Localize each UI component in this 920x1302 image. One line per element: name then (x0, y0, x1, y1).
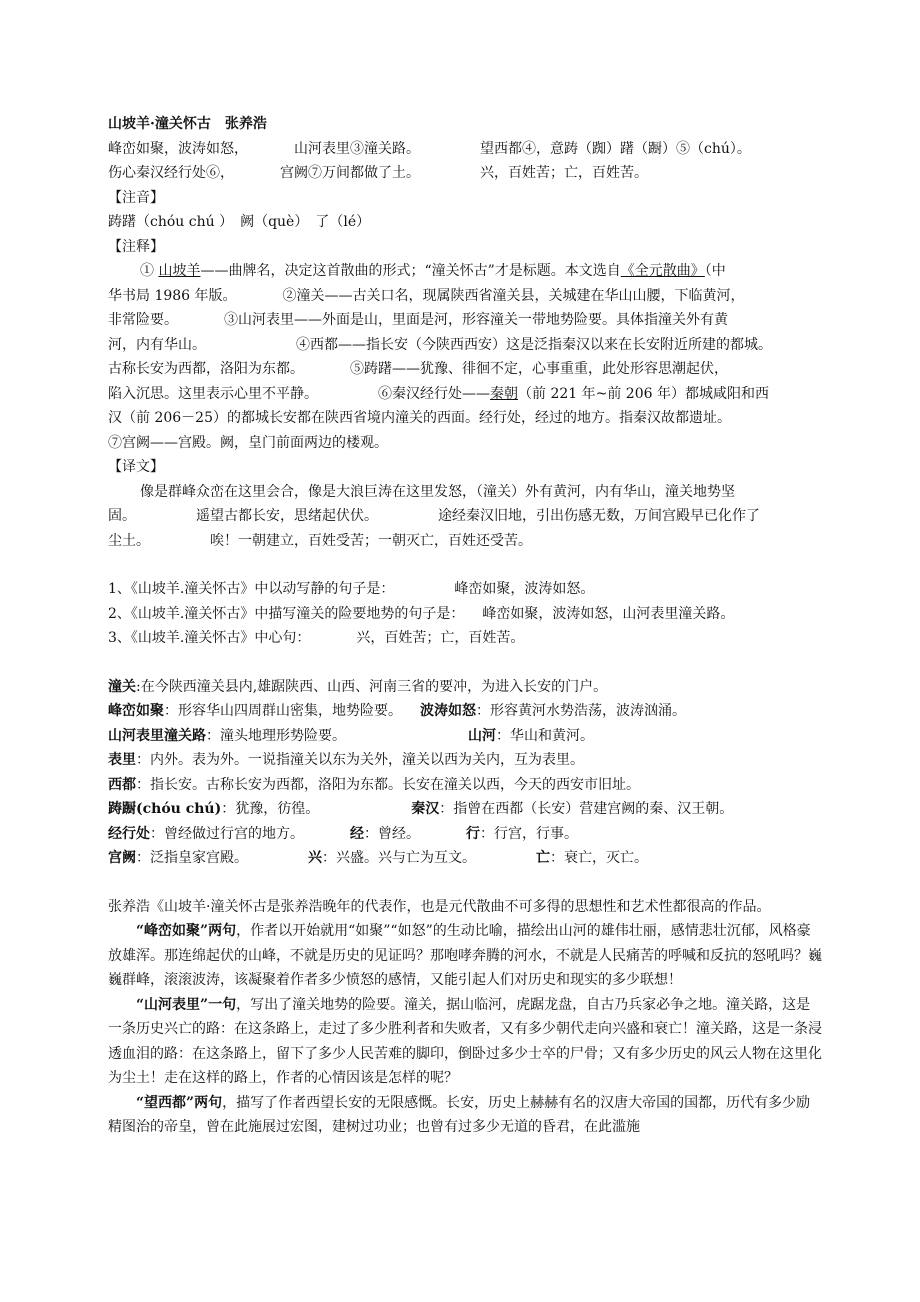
question-item (108, 577, 824, 602)
translation-text: 遥望古都长安，思绪起伏伏。 (196, 508, 378, 524)
analysis-text: ，描写了作者西望长安的无限感慨。长安，历史上赫赫有名的汉唐大帝国的国都，历代有多少励精图治的帝皇，曾在此施展过宏图，建树过功业；也曾有过多少无道的昏君，在此滥施 (108, 1094, 811, 1135)
glossary-term: 峰峦如聚 (108, 703, 164, 719)
glossary-def: ：形容华山四周群山密集，地势险要。 (164, 703, 402, 719)
note-text: ④西都——指长安（今陕西西安）这是泛指秦汉以来在长安附近所建的都城。 (296, 336, 772, 353)
glossary-def: ：犹豫，彷徨。 (221, 801, 320, 817)
glossary-def: ：华山和黄河。 (496, 727, 594, 744)
glossary-term: 西都 (108, 776, 136, 793)
glossary-def: ：行宫，行事。 (480, 825, 578, 842)
glossary-def: ：兴盛。兴与亡为互文。 (322, 850, 476, 866)
glossary-def: ：泛指皇家宫殿。 (136, 850, 248, 866)
document-page (108, 112, 824, 1140)
glossary-def: ：衰亡，灭亡。 (550, 850, 648, 866)
translation-text: 途经秦汉旧地，引出伤感无数，万间宫殿早已化作了 (438, 508, 760, 524)
glossary-line (108, 773, 824, 798)
note-line (108, 333, 824, 358)
glossary-def: ：指长安。古称长安为西都，洛阳为东都。长安在潼关以西，今天的西安市旧址。 (136, 776, 640, 793)
note-text: ⑥秦汉经行处—— (378, 385, 490, 402)
glossary-def: ：曾经做过行宫的地方。 (150, 825, 304, 842)
glossary-def: ：曾经。 (364, 825, 420, 842)
glossary-term: 表里 (108, 752, 136, 768)
book-link[interactable]: 《全元散曲》 (620, 263, 705, 279)
translation-line (108, 480, 824, 505)
note-text: （前 221 年~前 206 年）都城咸阳和西 (518, 385, 769, 402)
note-text: ②潼关——古关口名，现属陕西省潼关县，关城建在华山山腰，下临黄河， (282, 287, 745, 304)
question-text: 2、《山坡羊.潼关怀古》中描写潼关的险要地势的句子是： (108, 605, 465, 622)
section-head-zhushi: 【注释】 (108, 238, 164, 255)
note-line: ⑦宫阙——宫殿。阙，皇门前面两边的楼观。 (108, 434, 388, 451)
poem-segment: 宫阙⑦万间都做了土。 (280, 165, 420, 181)
analysis-paragraph (108, 993, 824, 1091)
poem-segment: 望西都④，意踌（踟）躇（蹰）⑤（chú）。 (480, 140, 751, 157)
note-line (108, 357, 824, 382)
translation-line (108, 529, 824, 554)
question-text: 3、《山坡羊.潼关怀古》中心句： (108, 630, 311, 646)
note-text: ——曲牌名，决定这首散曲的形式；“潼关怀古”才是标题。本文选自 (200, 263, 621, 279)
glossary-term: 山河表里潼关路 (108, 727, 206, 744)
poem-segment: 伤心秦汉经行处⑥， (108, 165, 234, 181)
analysis-intro: 张养浩《山坡羊·潼关怀古是张养浩晚年的代表作，也是元代散曲不可多得的思想性和艺术性都很高的作品。 (108, 898, 771, 915)
glossary-term: 山河 (468, 727, 496, 744)
translation-text: 尘土。 (108, 532, 150, 549)
poem-segment: 峰峦如聚，波涛如怒， (108, 140, 248, 157)
poem-line-2 (108, 161, 824, 186)
answer-text: 兴，百姓苦；亡，百姓苦。 (356, 630, 525, 646)
note-text: ③山河表里——外面是山，里面是河，形容潼关一带地势险要。具体指潼关外有黄 (224, 312, 728, 328)
question-item (108, 602, 824, 627)
qin-dynasty-link[interactable]: 秦朝 (490, 385, 518, 402)
note-line (108, 382, 824, 407)
translation-text: 唉！一朝建立，百姓受苦；一朝灭亡，百姓还受苦。 (210, 532, 532, 549)
glossary-term: 经 (350, 825, 364, 842)
section-head-yiwen: 【译文】 (108, 459, 164, 475)
note-text: ⑤踌躇——犹豫、徘徊不定，心事重重，此处形容思潮起伏， (350, 361, 728, 377)
analysis-paragraph (108, 919, 824, 993)
glossary-term: 行 (466, 825, 480, 842)
analysis-lead: “山河表里”一句 (136, 996, 237, 1013)
poem-title: 山坡羊·潼关怀古 张养浩 (108, 116, 267, 132)
note-text: （中 (704, 263, 726, 279)
question-text: 1、《山坡羊.潼关怀古》中以动写静的句子是： (108, 581, 395, 597)
answer-text: 峰峦如聚，波涛如怒，山河表里潼关路。 (482, 605, 735, 622)
note-line (108, 308, 824, 333)
section-head-zhuyin: 【注音】 (108, 189, 164, 206)
glossary-term: 宫阙 (108, 850, 136, 866)
analysis-text: ，作者以开始就用“如聚”“如怒”的生动比喻，描绘出山河的雄伟壮丽，感情悲壮沉郁，风格豪放雄浑。那连绵起伏的山峰，不就是历史的见证吗？那咆哮奔腾的河水，不就是人民痛苦的呼喊和反抗的怒吼吗？巍巍群峰，滚滚波涛，该凝聚着作者多少愤怒的感情，又能引起人们对历史和现实的多少联想！ (108, 923, 822, 988)
note-line (108, 284, 824, 309)
question-item (108, 626, 824, 651)
poem-segment: 兴，百姓苦；亡，百姓苦。 (480, 165, 648, 181)
poem-line-1 (108, 137, 824, 162)
glossary-def: :在今陕西潼关县内,雄踞陕西、山西、河南三省的要冲，为进入长安的门户。 (136, 678, 608, 695)
note-text: 河，内有华山。 (108, 336, 206, 353)
translation-text: 像是群峰众峦在这里会合，像是大浪巨涛在这里发怒，（潼关）外有黄河，内有华山，潼关地势坚 (140, 483, 735, 500)
note-num: ① (140, 263, 154, 279)
translation-line (108, 504, 824, 529)
analysis-text: ，写出了潼关地势的险要。潼关，据山临河，虎踞龙盘，自古乃兵家必争之地。潼关路，这是一条历史兴亡的路：在这条路上，走过了多少胜利者和失败者，又有多少朝代走向兴盛和衰亡！潼关路，这是一条浸透血泪的路：在这条路上，留下了多少人民苦难的脚印，倒卧过多少士卒的尸骨；又有多少历史的风云人物在这里化为尘土！走在这样的路上，作者的心情因该是怎样的呢？ (108, 996, 822, 1086)
note-line: 汉（前 206－25）的都城长安都在陕西省境内潼关的西面。经行处，经过的地方。指秦汉故都遗址。 (108, 410, 731, 426)
note-text: 非常险要。 (108, 312, 178, 328)
poem-segment: 山河表里③潼关路。 (294, 140, 420, 157)
glossary-term: 亡 (536, 850, 550, 866)
qupai-link[interactable]: 山坡羊 (158, 263, 201, 279)
translation-text: 固。 (108, 508, 136, 524)
glossary-term: 兴 (308, 850, 322, 866)
glossary-def: ：指曾在西都（长安）营建宫阙的秦、汉王朝。 (439, 801, 734, 817)
glossary-line (108, 748, 824, 773)
glossary-line (108, 846, 824, 871)
zhuyin-text: 踌躇（chóu chú ） 阙（què） 了（lé） (108, 214, 371, 230)
glossary-term: 经行处 (108, 825, 150, 842)
analysis-paragraph (108, 1091, 824, 1140)
analysis-lead: “峰峦如聚”两句 (136, 923, 237, 939)
analysis-lead: “望西都”两句 (136, 1094, 223, 1111)
glossary-def: ：形容黄河水势浩荡，波涛汹涌。 (476, 703, 686, 719)
note-text: 陷入沉思。这里表示心里不平静。 (108, 385, 318, 402)
glossary-line (108, 822, 824, 847)
glossary-line (108, 675, 824, 700)
note-line (108, 259, 824, 284)
glossary-line (108, 797, 824, 822)
glossary-line (108, 724, 824, 749)
glossary-term: 潼关 (108, 678, 136, 695)
glossary-line (108, 699, 824, 724)
answer-text: 峰峦如聚，波涛如怒。 (454, 581, 595, 597)
glossary-def: ：内外。表为外。一说指潼关以东为关外，潼关以西为关内，互为表里。 (136, 752, 584, 768)
note-text: 古称长安为西都，洛阳为东都。 (108, 361, 304, 377)
note-text: 华书局 1986 年版。 (108, 287, 237, 304)
glossary-term: 踌蹰(chóu chú) (108, 801, 222, 817)
glossary-def: ：潼头地理形势险要。 (206, 727, 346, 744)
glossary-term: 秦汉 (411, 801, 440, 817)
glossary-term: 波涛如怒 (420, 703, 476, 719)
